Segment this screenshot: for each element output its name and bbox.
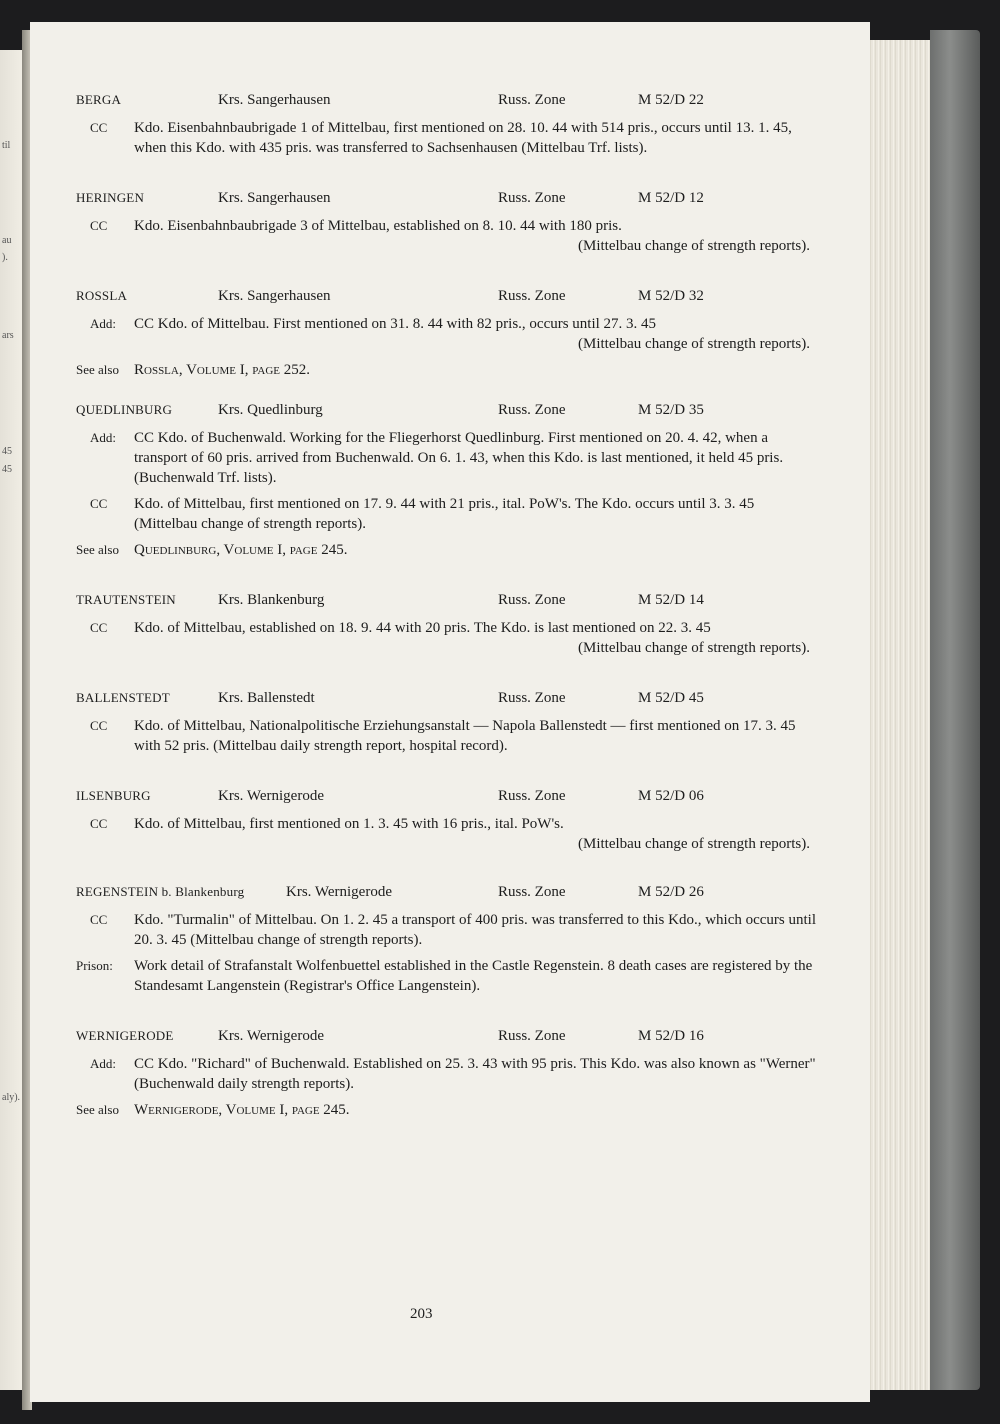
left-margin-fragment: ). <box>2 252 8 263</box>
place-name: ILSENBURG <box>76 788 151 803</box>
paragraph-text: Kdo. Eisenbahnbaubrigade 1 of Mittelbau, first mentioned on 28. 10. 44 with 514 pris., occurs until 13. 1. 45, when this Kdo. with 435 pris. was transferred to Sachsenhausen (Mittelbau Trf. lists). <box>134 120 792 156</box>
paragraph-text: Work detail of Strafanstalt Wolfenbuettel established in the Castle Regenstein. 8 death cases are registered by the Standesamt Langenstein (Registrar's Office Langenstein). <box>134 958 813 994</box>
paragraph-label: Add: <box>90 430 116 445</box>
left-margin-fragment: 45 <box>2 446 12 457</box>
source-note: (Mittelbau change of strength reports). <box>577 336 810 352</box>
entry-header <box>76 1026 816 1048</box>
book-cover <box>930 30 980 1390</box>
district: Krs. Wernigerode <box>218 788 324 804</box>
place-name: ROSSLA <box>76 288 128 303</box>
book-page <box>30 22 870 1402</box>
cross-reference: Rossla, Volume I, page 252. <box>134 362 310 378</box>
district: Krs. Wernigerode <box>286 884 392 900</box>
map-code: M 52/D 35 <box>638 402 704 418</box>
entry-ilsenburg <box>76 786 816 854</box>
entry-berga <box>76 90 816 158</box>
place-name: REGENSTEIN b. Blankenburg <box>76 884 245 899</box>
entry-header <box>76 90 816 112</box>
entry-paragraph <box>76 956 816 996</box>
map-code: M 52/D 26 <box>638 884 704 900</box>
zone: Russ. Zone <box>498 690 566 706</box>
left-page-edge <box>0 50 22 1390</box>
paragraph-text: Kdo. of Mittelbau, Nationalpolitische Erziehungsanstalt — Napola Ballenstedt — first mentioned on 17. 3. 45 with 52 pris. (Mittelbau daily strength report, hospital record). <box>134 718 796 754</box>
entry-paragraph <box>76 314 816 354</box>
paragraph-label: Add: <box>90 316 116 331</box>
entry-header <box>76 688 816 710</box>
entry-trautenstein <box>76 590 816 658</box>
left-margin-fragment: ars <box>2 330 14 341</box>
district: Krs. Blankenburg <box>218 592 325 608</box>
paragraph-text: Kdo. of Mittelbau, first mentioned on 17. 9. 44 with 21 pris., ital. PoW's. The Kdo. occurs until 3. 3. 45 (Mittelbau change of strength reports). <box>134 496 755 532</box>
paragraph-label: See also <box>76 542 119 557</box>
entry-header <box>76 286 816 308</box>
entry-paragraph <box>76 118 816 158</box>
paragraph-label: CC <box>90 912 108 927</box>
paragraph-label: See also <box>76 362 119 377</box>
paragraph-text: CC Kdo. of Mittelbau. First mentioned on 31. 8. 44 with 82 pris., occurs until 27. 3. 45 <box>134 316 657 332</box>
map-code: M 52/D 14 <box>638 592 704 608</box>
place-name: BALLENSTEDT <box>76 690 170 705</box>
map-code: M 52/D 12 <box>638 190 704 206</box>
entry-header <box>76 882 816 904</box>
entry-paragraph <box>76 716 816 756</box>
district: Krs. Sangerhausen <box>218 92 331 108</box>
place-name: QUEDLINBURG <box>76 402 173 417</box>
cross-reference: Wernigerode, Volume I, page 245. <box>134 1102 350 1118</box>
paragraph-label: Add: <box>90 1056 116 1071</box>
entry-ballenstedt <box>76 688 816 756</box>
entry-header <box>76 400 816 422</box>
source-note: (Mittelbau change of strength reports). <box>577 836 810 852</box>
entry-paragraph <box>76 618 816 658</box>
paragraph-text: Kdo. of Mittelbau, established on 18. 9. 44 with 20 pris. The Kdo. is last mentioned on 22. 3. 45 <box>134 620 711 636</box>
entry-paragraph <box>76 428 816 488</box>
entry-header <box>76 786 816 808</box>
zone: Russ. Zone <box>498 884 566 900</box>
zone: Russ. Zone <box>498 92 566 108</box>
source-note: (Mittelbau change of strength reports). <box>577 238 810 254</box>
paragraph-label: CC <box>90 620 108 635</box>
map-code: M 52/D 32 <box>638 288 704 304</box>
paragraph-text: CC Kdo. "Richard" of Buchenwald. Established on 25. 3. 43 with 95 pris. This Kdo. was also known as "Werner" (Buchenwald daily strength reports). <box>134 1056 816 1092</box>
place-name: HERINGEN <box>76 190 145 205</box>
place-name: BERGA <box>76 92 122 107</box>
paragraph-label: Prison: <box>76 958 113 973</box>
left-margin-fragment: au <box>2 235 12 246</box>
paragraph-label: CC <box>90 496 108 511</box>
page-number: 203 <box>410 1306 433 1322</box>
left-margin-fragment: til <box>2 140 11 151</box>
zone: Russ. Zone <box>498 1028 566 1044</box>
entry-rossla <box>76 286 816 380</box>
cross-reference: Quedlinburg, Volume I, page 245. <box>134 542 348 558</box>
left-margin-fragment: aly). <box>2 1092 21 1103</box>
district: Krs. Wernigerode <box>218 1028 324 1044</box>
zone: Russ. Zone <box>498 592 566 608</box>
entry-paragraph <box>76 540 816 560</box>
paragraph-text: CC Kdo. of Buchenwald. Working for the Fliegerhorst Quedlinburg. First mentioned on 20. 4. 42, when a transport of 60 pris. arrived from Buchenwald. On 6. 1. 43, when this Kdo. is last mentioned, it held 45 pris. (Buchenwald Trf. lists). <box>134 430 784 486</box>
paragraph-label: CC <box>90 718 108 733</box>
district: Krs. Ballenstedt <box>218 690 315 706</box>
entry-header <box>76 188 816 210</box>
entry-heringen <box>76 188 816 256</box>
map-code: M 52/D 16 <box>638 1028 704 1044</box>
place-name: TRAUTENSTEIN <box>76 592 176 607</box>
entry-regenstein <box>76 882 816 996</box>
entry-paragraph <box>76 1054 816 1094</box>
zone: Russ. Zone <box>498 788 566 804</box>
map-code: M 52/D 45 <box>638 690 704 706</box>
source-note: (Mittelbau change of strength reports). <box>577 640 810 656</box>
paragraph-label: CC <box>90 218 108 233</box>
district: Krs. Sangerhausen <box>218 190 331 206</box>
entry-quedlinburg <box>76 400 816 560</box>
entry-header <box>76 590 816 612</box>
entry-wernigerode <box>76 1026 816 1120</box>
entry-paragraph <box>76 494 816 534</box>
district: Krs. Quedlinburg <box>218 402 323 418</box>
paragraph-label: CC <box>90 120 108 135</box>
place-name: WERNIGERODE <box>76 1028 174 1043</box>
entry-paragraph <box>76 910 816 950</box>
paragraph-label: CC <box>90 816 108 831</box>
entry-paragraph <box>76 1100 816 1120</box>
map-code: M 52/D 22 <box>638 92 704 108</box>
paragraph-label: See also <box>76 1102 119 1117</box>
district: Krs. Sangerhausen <box>218 288 331 304</box>
paragraph-text: Kdo. "Turmalin" of Mittelbau. On 1. 2. 45 a transport of 400 pris. was transferred to this Kdo., which occurs until 20. 3. 45 (Mittelbau change of strength reports). <box>134 912 817 948</box>
paragraph-text: Kdo. of Mittelbau, first mentioned on 1. 3. 45 with 16 pris., ital. PoW's. <box>134 816 564 832</box>
map-code: M 52/D 06 <box>638 788 704 804</box>
zone: Russ. Zone <box>498 288 566 304</box>
left-margin-fragment: 45 <box>2 464 12 475</box>
paragraph-text: Kdo. Eisenbahnbaubrigade 3 of Mittelbau, established on 8. 10. 44 with 180 pris. <box>134 218 622 234</box>
entry-paragraph <box>76 360 816 380</box>
zone: Russ. Zone <box>498 190 566 206</box>
zone: Russ. Zone <box>498 402 566 418</box>
entry-paragraph <box>76 216 816 256</box>
entry-paragraph <box>76 814 816 854</box>
